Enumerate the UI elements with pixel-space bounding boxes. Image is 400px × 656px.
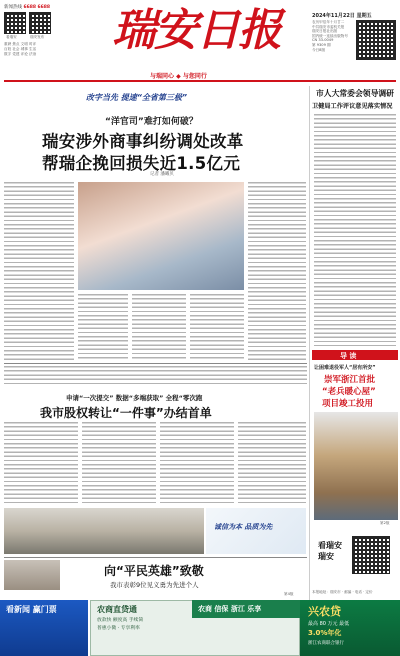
guide-photo (314, 412, 398, 520)
right-body-text (314, 114, 396, 346)
third-divider (4, 557, 307, 558)
lead-byline: 记者 潘曦贝 (150, 172, 174, 177)
lead-headline-1[interactable]: 瑞安涉外商事纠纷调处改革 (42, 132, 244, 151)
second-body-col-2 (82, 422, 156, 506)
hotline-bar (4, 4, 56, 10)
guide-qr-title-1: 看瑞安 (318, 541, 342, 550)
ad-right-sub: 最高 80 万元 最低 (308, 621, 350, 627)
nav-line-3: 数字 党建 评论 法治 (4, 52, 37, 56)
qr-caption-left: 看瑞安 (6, 35, 17, 39)
qr-caption-right: 瑞安发布 (30, 35, 45, 39)
ad-right-title: 兴农贷 (308, 605, 341, 618)
footer-info: 本报地址：瑞安市 · 邮编 · 电话 · 定价 (312, 590, 373, 594)
issue-line: 国内统一连续出版物号 (312, 33, 348, 38)
second-body-col-1 (4, 422, 78, 506)
masthead-qr-code[interactable] (356, 20, 396, 60)
summary-rule-top (4, 363, 307, 364)
second-subtitle: 申请“一次提交” 数据“多端获取” 全程“零次跑 (66, 394, 203, 402)
lead-kicker-text: 改字当先 提速“全省第三极” (86, 93, 188, 102)
hotline-label: 新闻热线 (4, 5, 22, 10)
issue-line: CN 33-0049 (312, 38, 334, 43)
right-headline-1[interactable]: 市人大常委会领导调研 (316, 89, 394, 98)
second-body-col-3 (160, 422, 234, 506)
guide-headline-1[interactable]: 崇军浙江首批 (324, 375, 376, 385)
ad-right-rate: 3.0%年化 (308, 629, 342, 637)
ad-right[interactable] (300, 600, 400, 656)
second-body-col-4 (238, 422, 306, 506)
lead-body-column-2 (78, 294, 128, 360)
issue-line: 第 9309 期 (312, 42, 331, 47)
masthead-issue-info (312, 20, 352, 52)
lead-body-column-4 (190, 294, 244, 360)
masthead-slogan (150, 71, 207, 80)
ad-center-sub: 放款快 额度高 手续简 (97, 618, 144, 623)
ad-center-sub2: 普惠小微 · 专享利率 (97, 626, 140, 631)
nav-line-2: 百姓 社会 城事 生活 (4, 47, 37, 51)
lead-kicker (86, 92, 187, 103)
ad-center-title: 农商直贷通 (97, 605, 137, 614)
summary-text (4, 366, 307, 386)
qr-code-kanruian[interactable] (4, 12, 26, 34)
issue-line: 农历甲辰年十月廿二 (312, 20, 345, 24)
ad-mid-banner[interactable] (192, 600, 300, 618)
qr-code-fabu[interactable] (29, 12, 51, 34)
ad-left-title: 看新闻 赢门票 (6, 605, 57, 614)
issue-line: 瑞安日报社出版 (312, 29, 338, 34)
lead-subtitle: “洋官司”难打如何破？ (105, 117, 198, 127)
lead-body-photo-right (248, 182, 306, 360)
guide-qr-title (318, 540, 342, 562)
hotline-number: 6688 6688 (23, 5, 51, 10)
slogan-right: 与您同行 (182, 73, 207, 80)
slogan-divider: ◆ (176, 73, 181, 80)
third-page-ref[interactable]: 第4版 (284, 592, 294, 596)
second-promo-text: 诚信为本 品质为先 (214, 522, 273, 531)
slogan-left: 与瑞同心 (150, 73, 175, 80)
right-headline-2[interactable]: 卫健局工作评议意见落实情况 (312, 103, 393, 110)
lead-photo (78, 182, 244, 290)
masthead-rule (4, 80, 396, 82)
guide-headline-3[interactable]: 项目竣工投用 (322, 399, 374, 409)
lead-body-column-1 (4, 182, 74, 360)
ad-left[interactable] (0, 600, 88, 656)
issue-line: 中共瑞安市委机关报 (312, 24, 345, 29)
second-headline[interactable]: 我市股权转让“一件事”办结首单 (40, 406, 212, 420)
right-column-divider (309, 86, 310, 646)
masthead-date: 2024年11月22日 星期五 (312, 13, 372, 19)
third-headline[interactable]: 向“平民英雄”致敬 (104, 564, 204, 578)
ad-mid-banner-text: 农商 信保 浙江 乐享 (198, 605, 262, 613)
third-subtitle: 我市表彰9位见义勇为先进个人 (110, 581, 199, 589)
newspaper-title: 瑞安日报 (112, 5, 280, 56)
guide-subtitle: 让困难退役军人“居有所安” (314, 365, 376, 371)
guide-qr-code[interactable] (352, 536, 390, 574)
guide-headline-2[interactable]: “老兵暖心屋” (322, 387, 376, 397)
second-photo (4, 508, 204, 554)
ad-right-bottom: 浙江农商联合银行 (308, 641, 344, 646)
lead-headline-2[interactable]: 帮瑞企挽回损失近1.5亿元 (42, 154, 241, 173)
guide-qr-title-2: 瑞安 (318, 552, 334, 561)
guide-label: 导 读 (340, 352, 357, 360)
second-promo[interactable] (206, 508, 306, 554)
guide-page-ref[interactable]: 第2版 (380, 521, 390, 525)
issue-line: 今日8版 (312, 47, 326, 52)
lead-body-column-3 (132, 294, 186, 360)
nav-line-1: 重磅 焦点 文明 时评 (4, 42, 37, 46)
third-photo (4, 560, 60, 590)
